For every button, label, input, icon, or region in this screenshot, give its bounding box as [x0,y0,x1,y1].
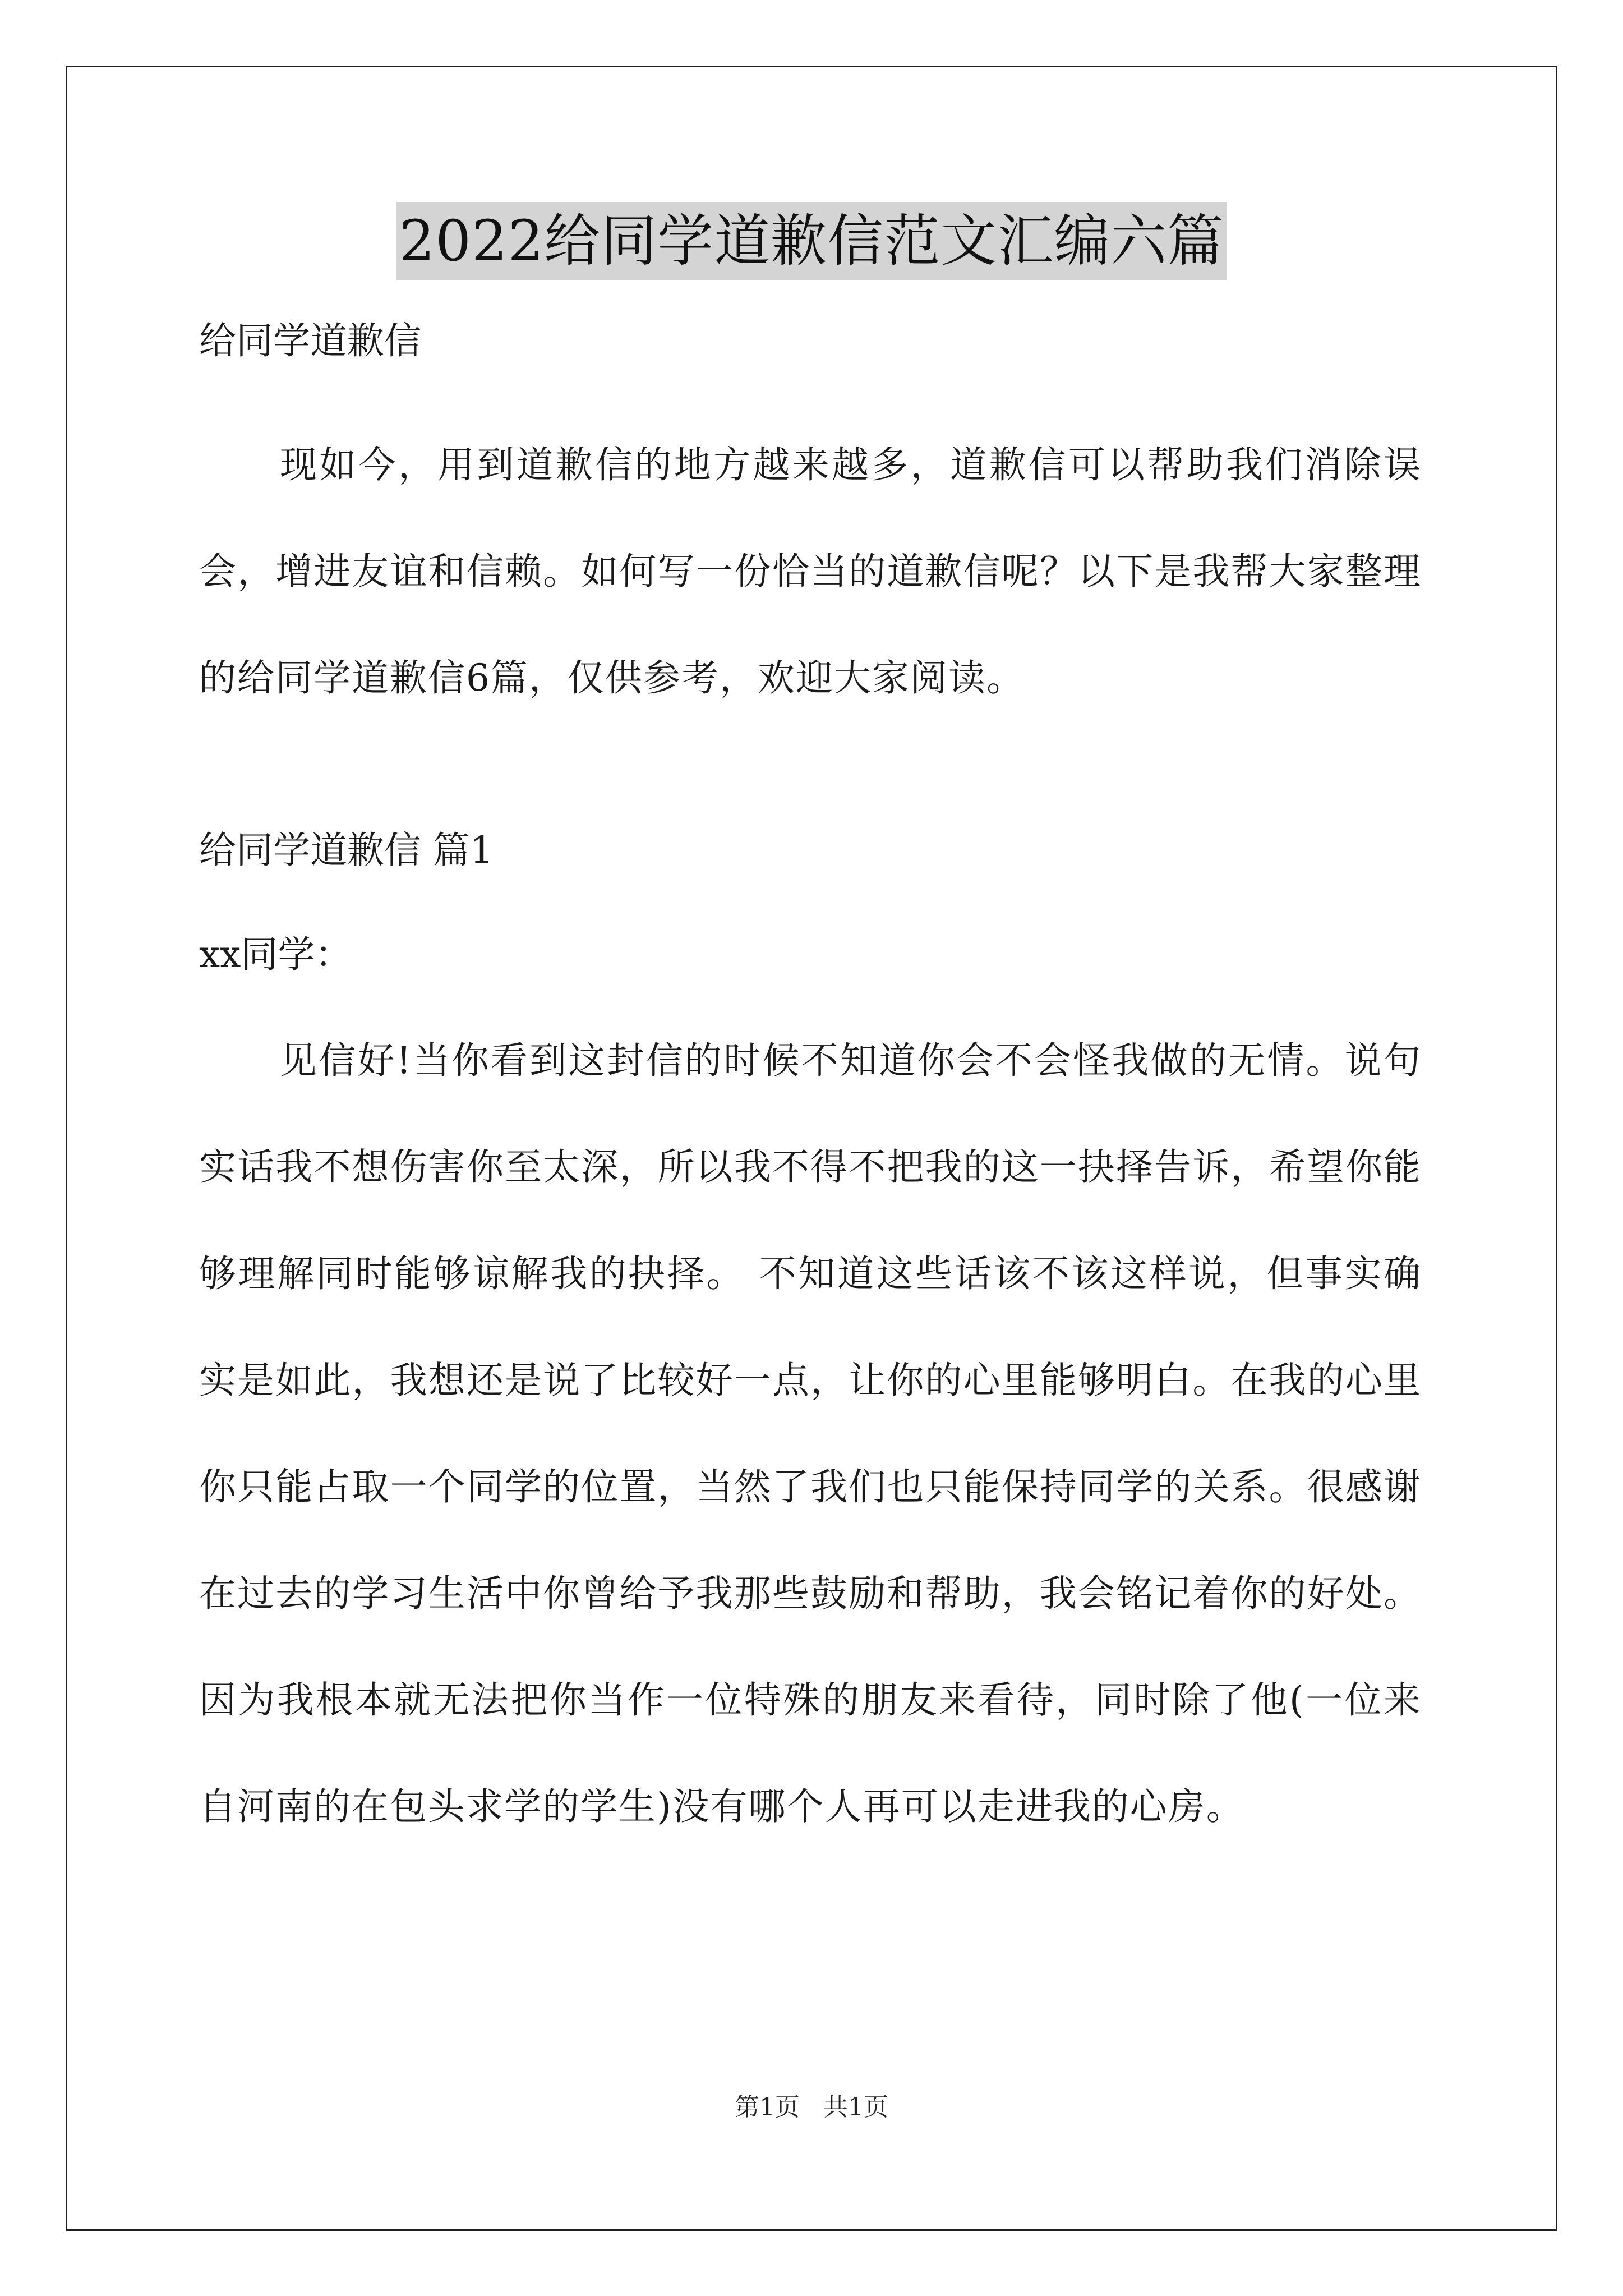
salutation: xx同学： [199,933,352,976]
page-footer [0,2091,1623,2124]
document-body [199,314,1422,1860]
letter-paragraph: 见信好!当你看到这封信的时候不知道你会不会怪我做的无情。说句实话我不想伤害你至太深，所以我不得不把我的这一抉择告诉，希望你能够理解同时能够谅解我的抉择。 不知道这些话该不该这样说，但事实确实是如此，我想还是说了比较好一点，让你的心里能够明白。在我的心里你只能占取一个同学的位置，当然了我们也只能保持同学的关系。很感谢在过去的学习生活中你曾给予我那些鼓励和帮助，我会铭记着你的好处。因为我根本就无法把你当作一位特殊的朋友来看待，同时除了他(一位来自河南的在包头求学的学生)没有哪个人再可以走进我的心房。 [199,1039,1422,1828]
intro-heading: 给同学道歉信 [199,319,421,362]
page-number: 第1页 [735,2093,800,2122]
title-wrap [0,202,1623,280]
page-total: 共1页 [823,2093,888,2122]
intro-paragraph: 现如今，用到道歉信的地方越来越多，道歉信可以帮助我们消除误会，增进友谊和信赖。如何写一份恰当的道歉信呢？以下是我帮大家整理的给同学道歉信6篇，仅供参考，欢迎大家阅读。 [199,443,1422,700]
document-title: 2022给同学道歉信范文汇编六篇 [396,202,1228,280]
section-heading-1: 给同学道歉信 篇1 [199,829,494,872]
